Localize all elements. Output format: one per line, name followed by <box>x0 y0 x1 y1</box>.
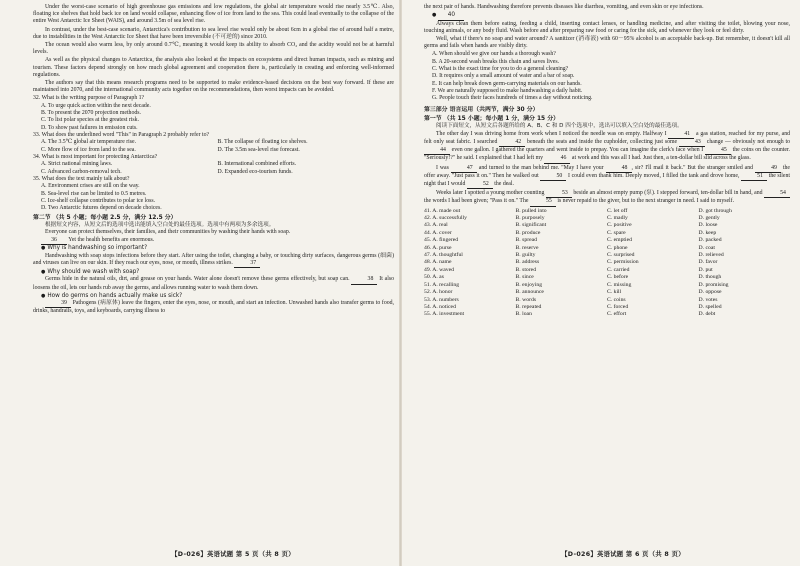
left-page-footer: 【D-026】英语试题 第 5 页（共 8 页） <box>171 551 295 558</box>
cloze-blank[interactable]: 49 <box>755 165 781 173</box>
answer-option[interactable]: D. The 3.5m sea-level rise forecast. <box>217 146 300 153</box>
cloze-text: is never repaid to the giver, but to the next stranger in need. I said to myself. <box>555 198 735 205</box>
blank-37[interactable]: 37 <box>234 260 260 268</box>
cloze-option[interactable]: 51. A. recalling <box>424 281 460 288</box>
cloze-blank[interactable]: 43 <box>679 139 705 147</box>
subheading-2-paragraph: Germs hide in the natural oils, dirt, and grease on your hands. Water alone doesn't remove these germs effectively, but soap can. 38 It also loosens the oil, lets our hands rub away the germs, and allows running water to wash them down. <box>33 276 395 291</box>
cloze-option[interactable]: 54. A. noticed <box>424 303 456 310</box>
cloze-option[interactable]: C. positive <box>607 222 632 229</box>
passage-continuation: the next pair of hands. Handwashing therefore prevents diseases like diarrhea, vomiting, and even skin or eye infections. <box>424 4 704 10</box>
cloze-option-row <box>424 297 790 304</box>
cloze-option[interactable]: B. pulled into <box>515 207 547 214</box>
cloze-passage <box>424 131 790 207</box>
cloze-option-row <box>424 311 790 318</box>
cloze-option[interactable]: 45. A. fingered <box>424 237 459 244</box>
cloze-option[interactable]: B. produce <box>515 229 541 236</box>
cloze-option[interactable]: 52. A. honor <box>424 289 453 296</box>
answer-option[interactable]: C. Advanced carbon-removal tech. <box>41 168 122 175</box>
answer-option[interactable]: A. To urge quick action within the next decade. <box>41 102 151 109</box>
cloze-option[interactable]: 43. A. real <box>424 222 448 229</box>
question-stem: 34. What is most important for protecting Antarctica? <box>33 154 158 161</box>
cloze-option[interactable]: D. spelled <box>698 303 722 310</box>
cloze-blank[interactable]: 45 <box>705 147 731 155</box>
cloze-option-row <box>424 215 790 222</box>
paragraph-sanitizer: Well, what if there's no soap and water around? A sanitizer (消毒液) with 60－95% alcohol is an acceptable back-up. But remember, it doesn't kill all germs and fails when hands are visibly dirty. <box>424 35 790 50</box>
cloze-option[interactable]: B. announce <box>515 289 544 296</box>
choice-option[interactable]: D. It requires only a small amount of water and a bar of soap. <box>432 73 575 80</box>
subheading-3: ● How do germs on hands actually make us sick? <box>41 292 183 299</box>
cloze-text: a gas station, reached for my purse, and felt only seat fabric. I searched <box>424 130 790 145</box>
bullet-icon: ● <box>41 269 46 276</box>
passage-paragraph: In contrast, under the best-case scenario, Antarctica's contribution to sea level rise would only be about 6cm in a global rise of around half a metre, due to instabilities in the West Antarctic Ice Sheet that have been irreversible (不可逆的) since 2010. <box>33 26 394 40</box>
cloze-option[interactable]: C. missing <box>607 281 632 288</box>
choice-option[interactable]: A. When should we give our hands a thorough wash? <box>432 51 556 58</box>
cloze-option[interactable]: D. votes <box>698 296 718 303</box>
passage-paragraph: The ocean would also warm less, by only around 0.7℃, meaning it would keep its ability to absorb CO₂ and the acidity would not be at harmful levels. <box>33 42 394 56</box>
cloze-paragraph <box>424 165 790 190</box>
cloze-text: the deal. <box>492 181 514 188</box>
choice-option[interactable]: E. It can help break down germ-carrying materials on our hands. <box>432 80 582 87</box>
cloze-option-row <box>424 252 790 259</box>
options-36-40 <box>424 51 790 102</box>
cloze-option[interactable]: C. before <box>607 274 629 281</box>
section-2-instructions: 根据短文内容，从短文后的选项中选出能填入空白处的最佳选项。选项中有两项为多余选项。 <box>45 221 275 228</box>
right-page-footer: 【D-026】英语试题 第 6 页（共 8 页） <box>561 551 685 558</box>
cloze-option[interactable]: C. permission <box>607 259 639 266</box>
cloze-option[interactable]: D. debt <box>698 311 716 318</box>
question-stem: 33. What does the underlined word "This" in Paragraph 2 probably refer to? <box>33 132 210 139</box>
choice-option[interactable]: C. What is the exact time for you to do a general cleaning? <box>432 65 569 72</box>
cloze-text: Weeks later I spotted a young mother counting <box>436 190 546 197</box>
cloze-option[interactable]: C. carried <box>607 266 630 273</box>
cloze-text: the offer away. "Just pass it on." Then he walked out <box>424 164 790 179</box>
cloze-option[interactable]: D. keep <box>698 229 717 236</box>
question-options <box>33 139 394 154</box>
cloze-option[interactable]: B. repeated <box>515 303 542 310</box>
cloze-text: , sir? I'll mail it back." But the stranger smiled and <box>631 164 755 171</box>
question-options <box>33 183 394 212</box>
cloze-text: even one gallon. I gathered the quarters and went inside to prepay. You can imagine the clerk's face when I <box>450 147 705 154</box>
cloze-option-row <box>424 289 790 296</box>
cloze-option-row <box>424 230 790 237</box>
cloze-option[interactable]: C. emptied <box>607 237 632 244</box>
blank-36-line <box>33 237 394 245</box>
cloze-option[interactable]: C. madly <box>607 215 628 222</box>
section-1-title: 第一节 （共 15 小题；每小题 1 分，满分 15 分） <box>424 116 559 123</box>
cloze-option[interactable]: 55. A. investment <box>424 311 465 318</box>
cloze-option[interactable]: B. spread <box>515 237 537 244</box>
cloze-option[interactable]: 44. A. cover <box>424 229 452 236</box>
cloze-text: the words I had been given; "Pass it on." The <box>424 198 530 205</box>
answer-option[interactable]: A. Environment crises are still on the way. <box>41 183 140 190</box>
cloze-text: I was <box>436 164 451 171</box>
bullet-icon: ● <box>41 292 46 299</box>
answer-option[interactable]: B. To present the 2070 projection methods. <box>41 110 141 117</box>
cloze-option-row <box>424 282 790 289</box>
cloze-text: at work and this was all I had. Just then, a ten-dollar bill slid across the glass. <box>570 155 751 162</box>
cloze-option[interactable]: 42. A. successfully <box>424 215 467 222</box>
cloze-option[interactable]: D. promising <box>698 281 729 288</box>
cloze-option[interactable]: B. guilty <box>515 252 536 259</box>
answer-option[interactable]: C. Ice-shelf collapse contributes to polar ice loss. <box>41 198 156 205</box>
section-2-title: 第二节 （共 5 小题；每小题 2.5 分，满分 12.5 分） <box>33 214 177 221</box>
paragraph-always: Always clean them before eating, feeding a child, inserting contact lenses, or handling medicine, and after visiting the toilet, blowing your nose, touching animals, or any body fluid. Wash before and after preparing raw food or caring for the sick, and whenever they look or feel dirty. <box>424 20 790 34</box>
question-options <box>33 161 394 176</box>
cloze-blank[interactable]: 41 <box>668 131 694 139</box>
choice-option[interactable]: G. People touch their faces hundreds of times a day without noticing. <box>432 95 593 102</box>
answer-option[interactable]: B. International combined efforts. <box>217 161 297 168</box>
question <box>33 176 394 213</box>
question <box>33 132 394 154</box>
cloze-option[interactable]: D. oppose <box>698 289 722 296</box>
cloze-blank[interactable]: 52 <box>467 181 493 189</box>
cloze-blank[interactable]: 51 <box>741 173 767 181</box>
cloze-text: change — obviously not enough to <box>704 139 790 145</box>
cloze-option[interactable]: B. words <box>515 296 537 303</box>
subheading-3-paragraph: 39 Pathogens (病原体) leave the fingers, enter the eyes, nose, or mouth, and start an infection. Unwashed hands also transfer germs to food, drinks, handrails, toys, and keyboards, carrying illness to <box>33 300 394 315</box>
answer-option[interactable]: B. The collapse of floating ice shelves. <box>217 139 308 146</box>
cloze-option-row <box>424 237 790 244</box>
cloze-text: I could even thank him. Deeply moved, I filled the tank and drove home, <box>566 172 742 179</box>
subheading-1: ● Why is handwashing so important? <box>41 245 148 252</box>
blank-40-line <box>424 12 790 20</box>
cloze-option[interactable]: 49. A. waved <box>424 266 455 273</box>
cloze-option[interactable]: B. since <box>515 274 534 281</box>
cloze-text: and turned to the man behind me. "May I have your <box>476 164 606 171</box>
cloze-option[interactable]: B. significant <box>515 222 547 229</box>
blank-39[interactable]: 39 <box>45 300 71 308</box>
cloze-option-row <box>424 274 790 281</box>
blank-38[interactable]: 38 <box>351 276 377 284</box>
cloze-paragraph <box>424 190 790 206</box>
cloze-options <box>424 208 790 319</box>
bullet-icon: ● <box>432 12 437 19</box>
answer-option[interactable]: B. Sea-level rise can be limited to 0.5 metres. <box>41 190 147 197</box>
passage-paragraph: The authors say that this means research programs need to be supported to make evidence-based decisions on the best way forward. If these are maintained into 2070, and the international community acts together on the recommendations, then worst impacts can be avoided. <box>33 80 394 94</box>
cloze-option[interactable]: 41. A. made out <box>424 207 461 214</box>
answer-option[interactable]: C. More flow of ice from land to the sea. <box>41 146 136 153</box>
cloze-blank[interactable]: 42 <box>499 139 525 147</box>
answer-option[interactable]: A. The 3.5℃ global air temperature rise. <box>41 139 137 146</box>
cloze-text: The other day I was driving home from work when I noticed the needle was on empty. Halfway I <box>436 130 669 137</box>
reading-passage <box>33 4 394 94</box>
subheading-2: ● Why should we wash with soap? <box>41 269 140 276</box>
passage-paragraph: As well as the physical changes to Antarctica, the analysis also looked at the impacts on ecosystems and direct human impacts, such as mining and tourism. These factors depend strongly on how much global agreement and cooperation there is, particularly in creating and enforcing well-informed regulations. <box>33 57 394 78</box>
cloze-blank[interactable]: 48 <box>606 165 632 173</box>
cloze-option[interactable]: C. spare <box>607 229 626 236</box>
cloze-option-row <box>424 222 790 229</box>
blank-36-text: Yet the health benefits are enormous. <box>68 237 155 244</box>
cloze-blank[interactable]: 47 <box>451 165 477 173</box>
cloze-option[interactable]: B. loan <box>515 311 532 318</box>
answer-option[interactable]: D. To show past failures in emission cuts. <box>41 124 138 131</box>
cloze-option[interactable]: D. gently <box>698 215 720 222</box>
cloze-blank[interactable]: 46 <box>544 155 570 163</box>
question-stem: 32. What is the writing purpose of Paragraph 1? <box>33 95 145 102</box>
subheading-1-paragraph: Handwashing with soap stops infections before they start. After using the toilet, changing a baby, or touching dirty surfaces, dangerous germs (细菌) and viruses can live on our skin. If they reach our eyes, nose, or mouth, illness strikes. 37 <box>33 253 394 268</box>
choice-option[interactable]: B. A 20-second wash breaks this chain and saves lives. <box>432 58 560 65</box>
cloze-option-row <box>424 259 790 266</box>
cloze-text: beneath the seats and inside the cupholder, collecting just some <box>525 139 679 145</box>
cloze-blank[interactable]: 54 <box>764 190 790 198</box>
cloze-option[interactable]: D. got through <box>698 207 732 214</box>
bullet-icon: ● <box>41 245 46 252</box>
cloze-option[interactable]: B. purposely <box>515 215 545 222</box>
part-3-title: 第三部分 语言运用（共两节，满分 30 分） <box>424 107 539 114</box>
cloze-option[interactable]: 53. A. numbers <box>424 296 459 303</box>
cloze-option[interactable]: D. packed <box>698 237 722 244</box>
blank-40[interactable]: 40 <box>438 12 464 20</box>
cloze-option[interactable]: 46. A. purse <box>424 244 452 251</box>
cloze-option[interactable]: B. address <box>515 259 540 266</box>
cloze-option[interactable]: D. though <box>698 274 722 281</box>
cloze-text: beside an almost empty pump (泵). I stepped forward, ten-dollar bill in hand, and <box>571 190 764 197</box>
passage-paragraph: Under the worst-case scenario of high greenhouse gas emissions and low regulations, the global air temperature would rise nearly 3.5℃. Also, floating ice shelves that hold back ice on land would collapse, enhancing flow of ice from land to the sea. This could lead eventually to the collapse of the entire West Antarctic Ice Sheet (WAIS), and around 3.5m of sea level rise. <box>33 4 394 25</box>
blank-36[interactable]: 36 <box>41 237 67 245</box>
question-stem: 35. What does the text mainly talk about? <box>33 176 130 183</box>
cloze-text: the silent night that I would <box>424 172 790 188</box>
answer-option[interactable]: A. Strict national mining laws. <box>41 161 113 168</box>
cloze-option[interactable]: D. put <box>698 266 713 273</box>
cloze-option[interactable]: C. coins <box>607 296 626 303</box>
question-list <box>33 95 394 212</box>
answer-option[interactable]: C. To list polar species at the greatest risk. <box>41 117 140 124</box>
cloze-option[interactable]: C. forced <box>607 303 629 310</box>
section-1-instructions: 阅读下面短文，从短文后各题所给的 A、B、C 和 D 四个选项中，选出可以填入空白处的最佳选项。 <box>436 123 683 130</box>
cloze-option[interactable]: C. let off <box>607 207 628 214</box>
cloze-option[interactable]: D. loose <box>698 222 718 229</box>
cloze-option[interactable]: D. relieved <box>698 252 724 259</box>
cloze-blank[interactable]: 53 <box>546 190 572 198</box>
cloze-option[interactable]: B. enjoying <box>515 281 543 288</box>
cloze-blank[interactable]: 55 <box>530 198 556 206</box>
cloze-text: the coins on the counter. "Seriously!?" he said. I explained that I had left my <box>424 147 790 162</box>
cloze-option-row <box>424 208 790 215</box>
cloze-paragraph <box>424 131 790 164</box>
cloze-option[interactable]: 47. A. thoughtful <box>424 252 463 259</box>
cloze-option[interactable]: C. surprised <box>607 252 635 259</box>
cloze-blank[interactable]: 44 <box>424 147 450 155</box>
cloze-option[interactable]: D. favor <box>698 259 718 266</box>
cloze-option[interactable]: C. phone <box>607 244 628 251</box>
choice-option[interactable]: F. We are naturally supposed to make handwashing a daily habit. <box>432 87 583 94</box>
cloze-option[interactable]: C. effort <box>607 311 627 318</box>
cloze-option[interactable]: 50. A. as <box>424 274 444 281</box>
cloze-option-row <box>424 245 790 252</box>
passage-intro: Everyone can protect themselves, their families, and their communities by washing their hands with soap. <box>45 229 291 236</box>
cloze-option[interactable]: D. coat <box>698 244 715 251</box>
answer-option[interactable]: D. Expanded eco-tourism funds. <box>217 168 293 175</box>
answer-option[interactable]: D. Two Antarctic futures depend on decade choices. <box>41 205 162 212</box>
question-options <box>33 103 394 132</box>
question <box>33 95 394 132</box>
cloze-option[interactable]: C. kill <box>607 289 622 296</box>
question <box>33 154 394 176</box>
cloze-option[interactable]: 48. A. name <box>424 259 452 266</box>
cloze-option[interactable]: B. stored <box>515 266 537 273</box>
cloze-option[interactable]: B. reserve <box>515 244 539 251</box>
cloze-blank[interactable]: 50 <box>540 173 566 181</box>
right-page <box>402 0 800 566</box>
